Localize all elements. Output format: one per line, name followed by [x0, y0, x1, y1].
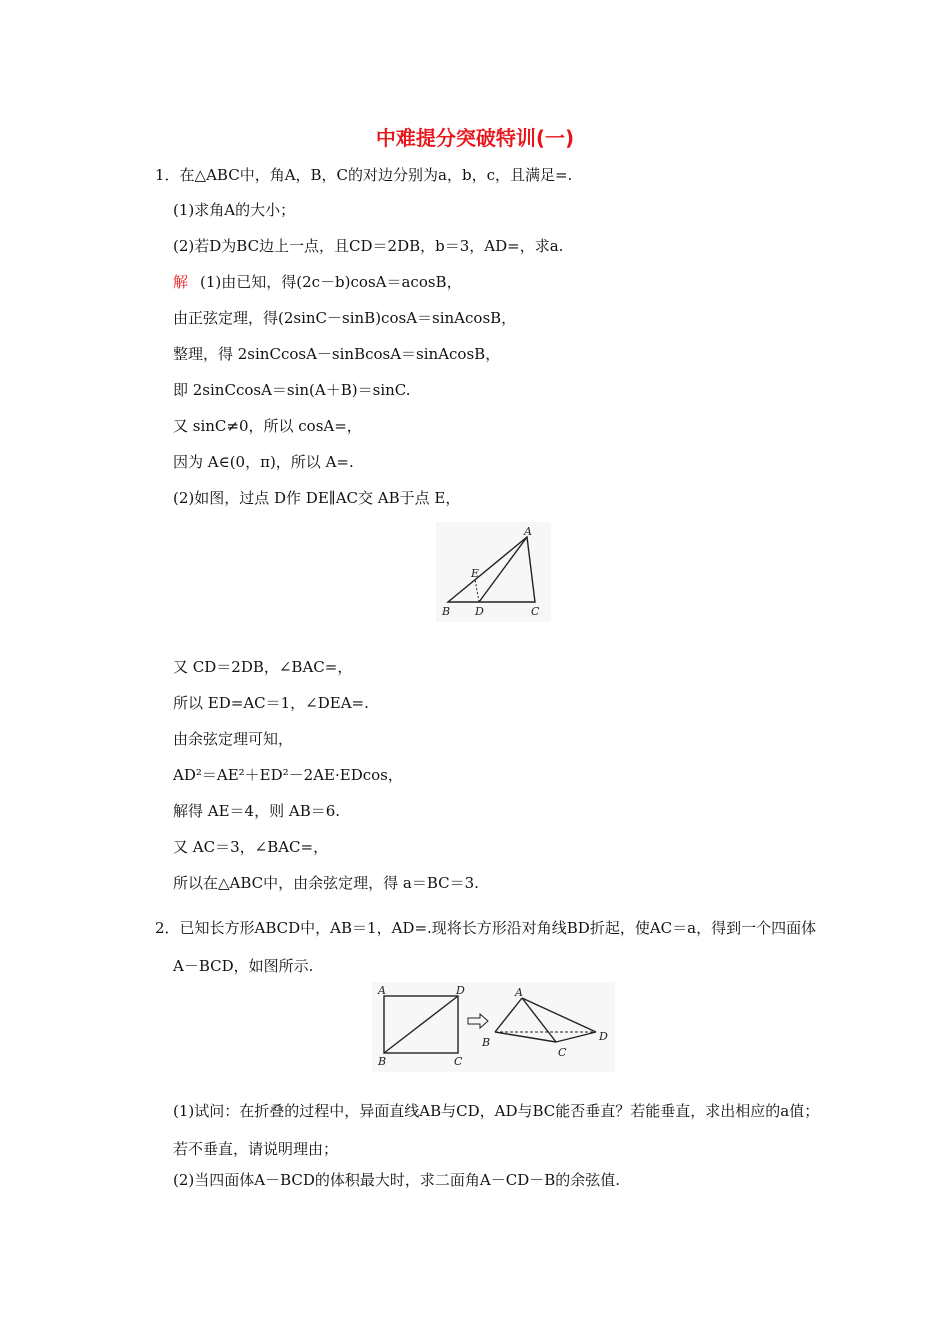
tetra-label-c: C: [558, 1046, 567, 1059]
page-title: 中难提分突破特训(一): [375, 126, 575, 150]
solution-step-3: 整理，得 2sinCcosA－sinBcosA＝sinAcosB，: [173, 345, 501, 363]
problem-1-part-1: (1)求角A的大小；: [173, 201, 296, 219]
tetra-label-a: A: [515, 986, 523, 999]
problem-2-question: 2．已知长方形ABCD中，AB＝1，AD=.现将长方形沿对角线BD折起，使AC＝a，得到一个四面体A－BCD，如图所示.: [155, 919, 817, 975]
problem-1-question: 1．在△ABC中，角A，B，C的对边分别为a，b，c，且满足=.: [155, 166, 573, 184]
solution-step-5: 又 sinC≠0，所以 cosA=，: [173, 417, 362, 435]
rect-label-d: D: [456, 984, 465, 997]
solution-step-9: 所以 ED=AC＝1，∠DEA=.: [173, 694, 369, 712]
solution-step-1: (1)由已知，得(2c－b)cosA＝acosB，: [200, 273, 462, 291]
problem-2-part-2: (2)当四面体A－BCD的体积最大时，求二面角A－CD－B的余弦值.: [173, 1171, 621, 1189]
solution-step-11: AD²＝AE²＋ED²－2AE·EDcos，: [173, 766, 403, 784]
triangle-figure: [436, 522, 551, 622]
tetra-label-b: B: [482, 1036, 491, 1049]
rect-label-a: A: [378, 984, 386, 997]
label-d: D: [475, 605, 484, 618]
tetra-label-d: D: [599, 1030, 608, 1043]
solution-step-12: 解得 AE＝4，则 AB＝6.: [173, 802, 341, 820]
solution-step: [173, 272, 462, 292]
solution-step-10: 由余弦定理可知，: [173, 730, 294, 748]
solution-step-2: 由正弦定理，得(2sinC－sinB)cosA＝sinAcosB，: [173, 309, 517, 327]
problem-2-part-1: (1)试问：在折叠的过程中，异面直线AB与CD，AD与BC能否垂直？若能垂直，求出相应的a值；若不垂直，请说明理由；: [173, 1102, 820, 1158]
solution-label: 解: [173, 273, 189, 291]
problem-1-part-2: (2)若D为BC边上一点，且CD＝2DB，b＝3，AD=，求a.: [173, 237, 564, 255]
label-b: B: [442, 605, 451, 618]
fold-figure: [372, 982, 615, 1072]
solution-step-4: 即 2sinCcosA＝sin(A＋B)＝sinC.: [173, 381, 411, 399]
label-a: A: [524, 525, 532, 538]
rect-label-c: C: [454, 1055, 463, 1068]
solution-step-13: 又 AC＝3，∠BAC=，: [173, 838, 329, 856]
label-c: C: [531, 605, 540, 618]
solution-step-6: 因为 A∈(0，π)，所以 A=.: [173, 453, 354, 471]
solution-step-7: (2)如图，过点 D作 DE∥AC交 AB于点 E，: [173, 489, 461, 507]
label-e: E: [471, 567, 480, 580]
solution-step-8: 又 CD＝2DB，∠BAC=，: [173, 658, 353, 676]
solution-step-14: 所以在△ABC中，由余弦定理，得 a＝BC＝3.: [173, 874, 479, 892]
rect-label-b: B: [378, 1055, 387, 1068]
